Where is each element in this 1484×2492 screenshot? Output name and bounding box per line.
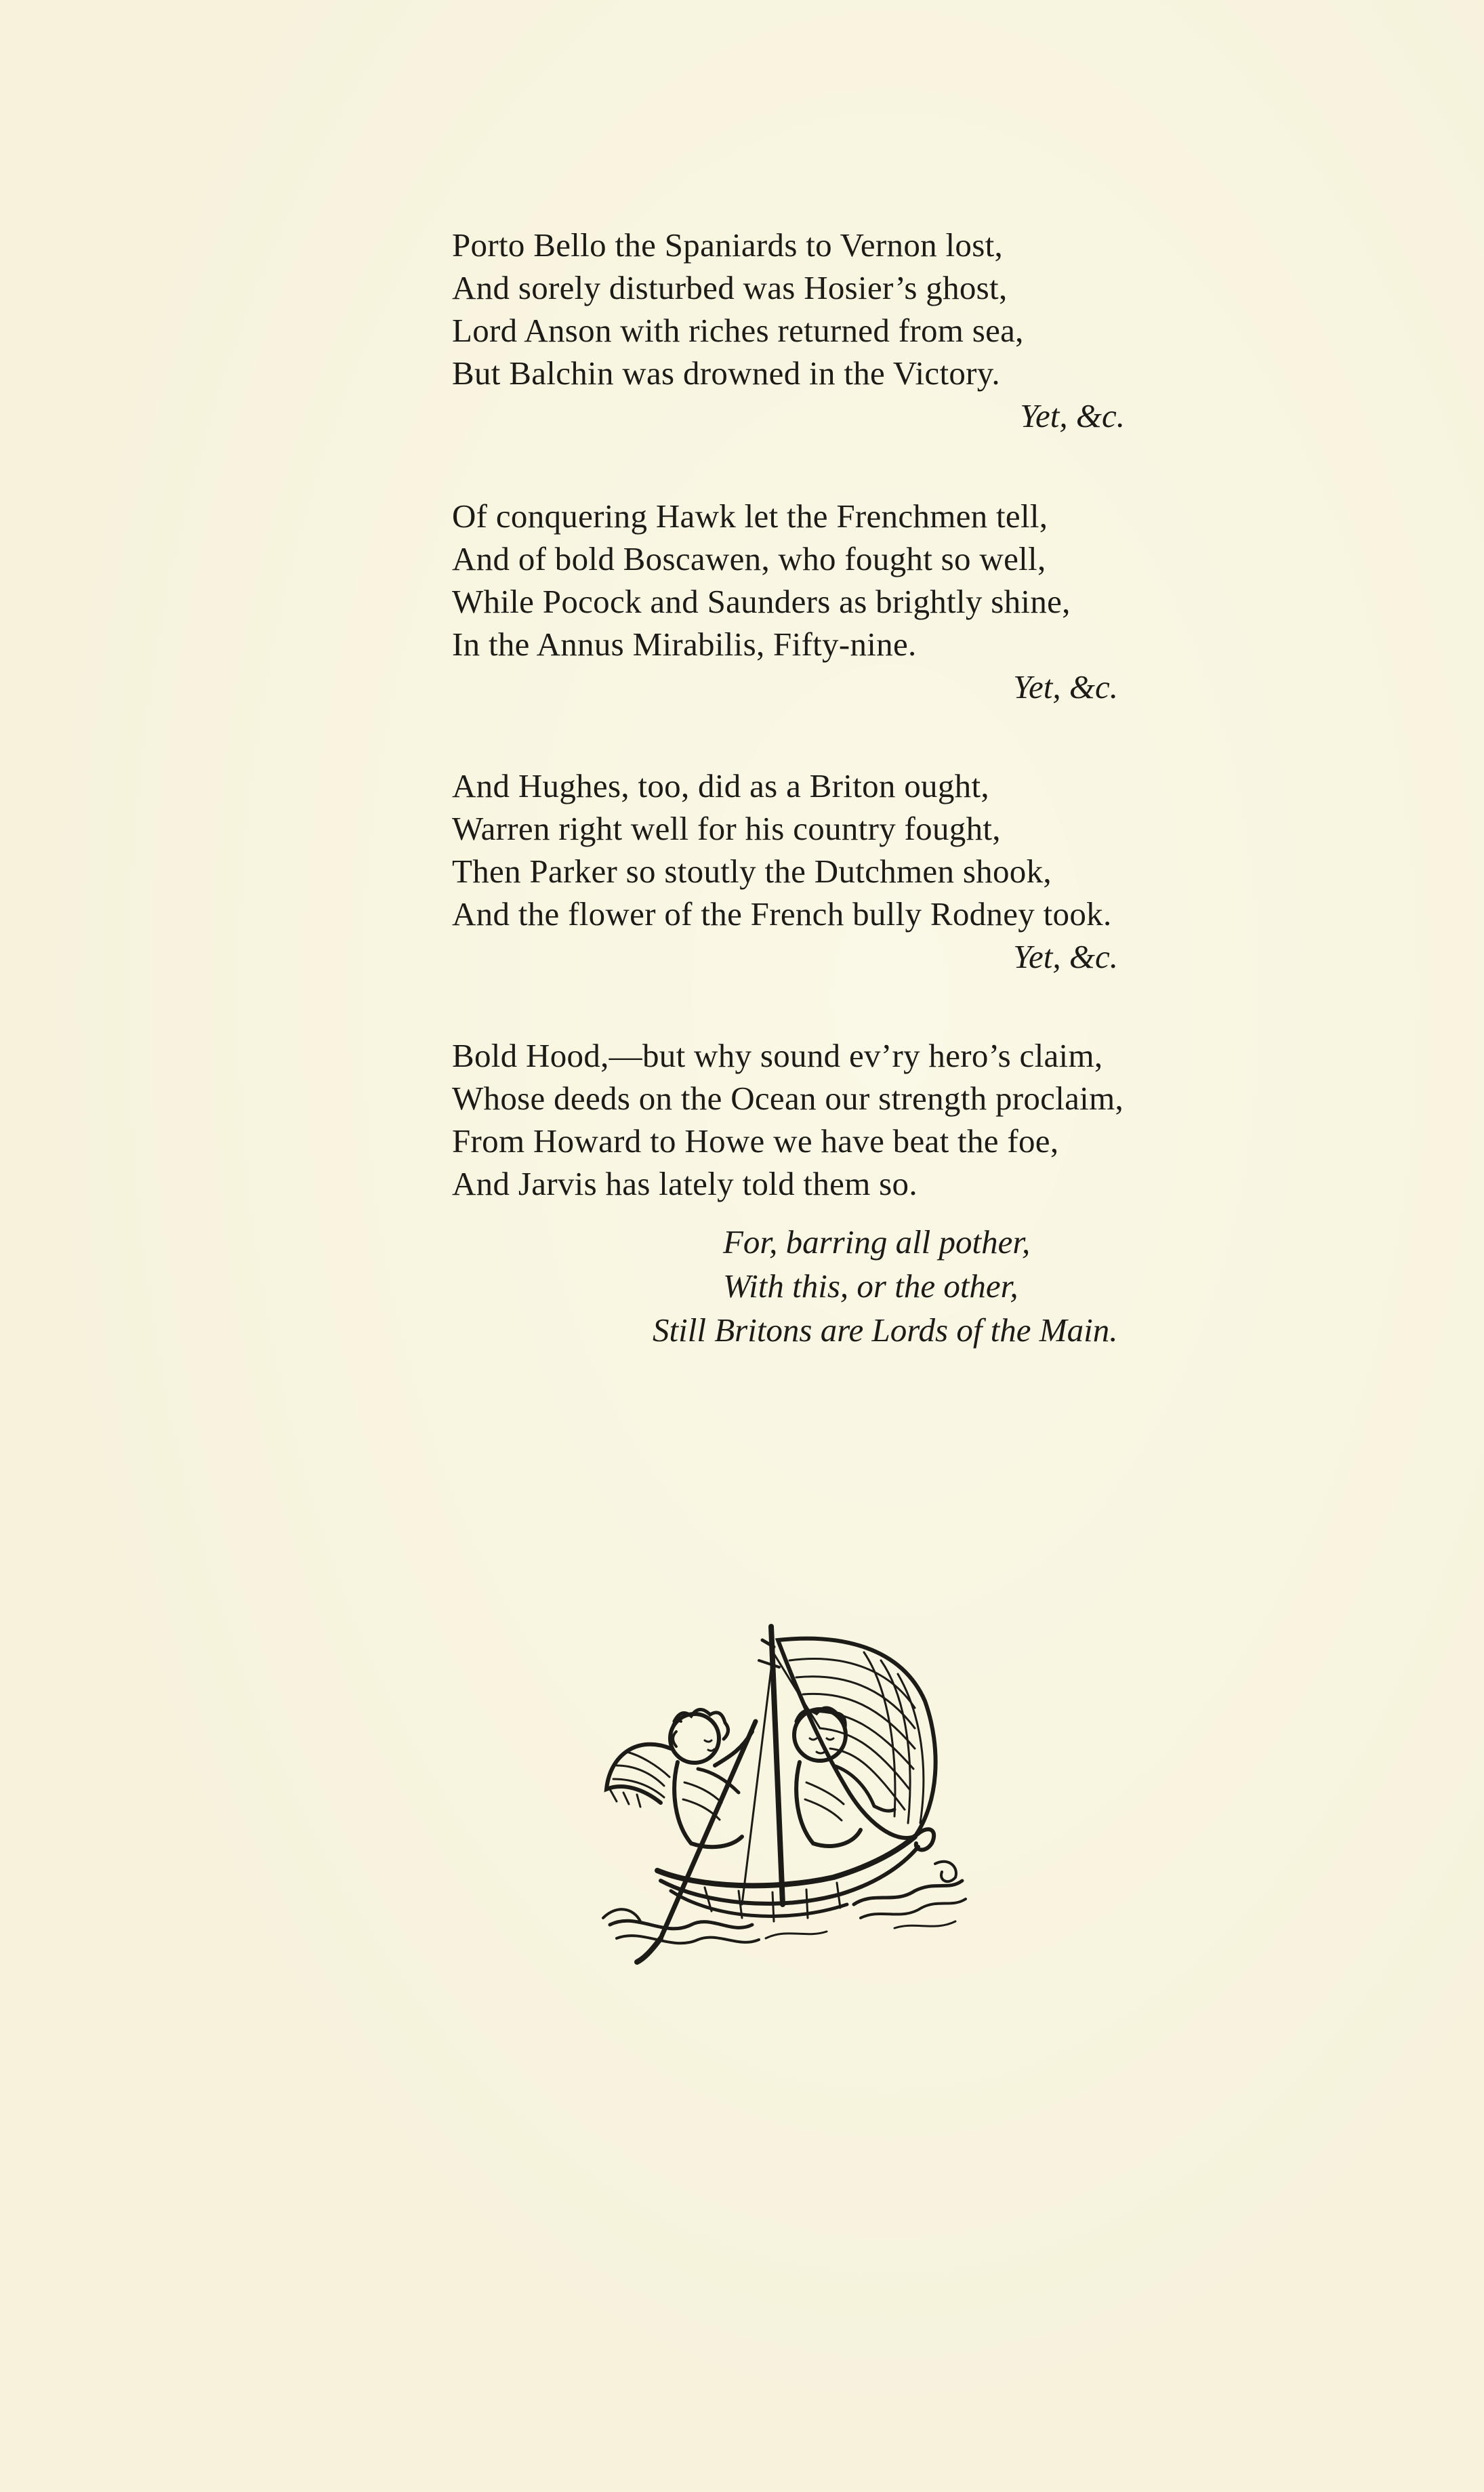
poem-line: And of bold Boscawen, who fought so well, xyxy=(452,540,1046,577)
refrain: Yet, &c. xyxy=(1013,938,1118,975)
refrain: Yet, &c. xyxy=(1020,397,1125,434)
poem-line: Of conquering Hawk let the Frenchmen tell, xyxy=(452,497,1048,535)
poem-line: And sorely disturbed was Hosier’s ghost, xyxy=(452,269,1008,306)
refrain: Yet, &c. xyxy=(1013,668,1118,706)
poem-line: From Howard to Howe we have beat the foe, xyxy=(452,1122,1059,1160)
poem-line: Porto Bello the Spaniards to Vernon lost, xyxy=(452,226,1004,264)
chorus-line: For, barring all pother, xyxy=(723,1223,1031,1261)
poem-line: And the flower of the French bully Rodney took. xyxy=(452,895,1112,933)
poem-line: Bold Hood,—but why sound ev’ry hero’s claim, xyxy=(452,1037,1103,1074)
stanza-4 xyxy=(452,1034,1124,1205)
poem-line: In the Annus Mirabilis, Fifty-nine. xyxy=(452,626,917,663)
chorus-line: With this, or the other, xyxy=(723,1267,1018,1305)
poem-line: Lord Anson with riches returned from sea, xyxy=(452,312,1024,349)
poem-line: Then Parker so stoutly the Dutchmen shook, xyxy=(452,853,1052,890)
poem-line: And Jarvis has lately told them so. xyxy=(452,1165,918,1202)
stanza-3 xyxy=(452,764,1118,978)
poem-line: Whose deeds on the Ocean our strength proclaim, xyxy=(452,1080,1124,1117)
stanza-1 xyxy=(452,224,1125,437)
poem-line: Warren right well for his country fought, xyxy=(452,810,1001,847)
poem-line: And Hughes, too, did as a Briton ought, xyxy=(452,767,989,804)
cherubs-in-sailboat-woodcut-icon xyxy=(596,1620,976,1972)
chorus-line: Still Britons are Lords of the Main. xyxy=(653,1311,1118,1349)
stanza-2 xyxy=(452,495,1118,708)
chorus xyxy=(452,1220,1191,1352)
poem-line: While Pocock and Saunders as brightly shine, xyxy=(452,583,1071,620)
woodcut-illustration xyxy=(596,1620,976,1972)
poem-line: But Balchin was drowned in the Victory. xyxy=(452,354,1000,392)
